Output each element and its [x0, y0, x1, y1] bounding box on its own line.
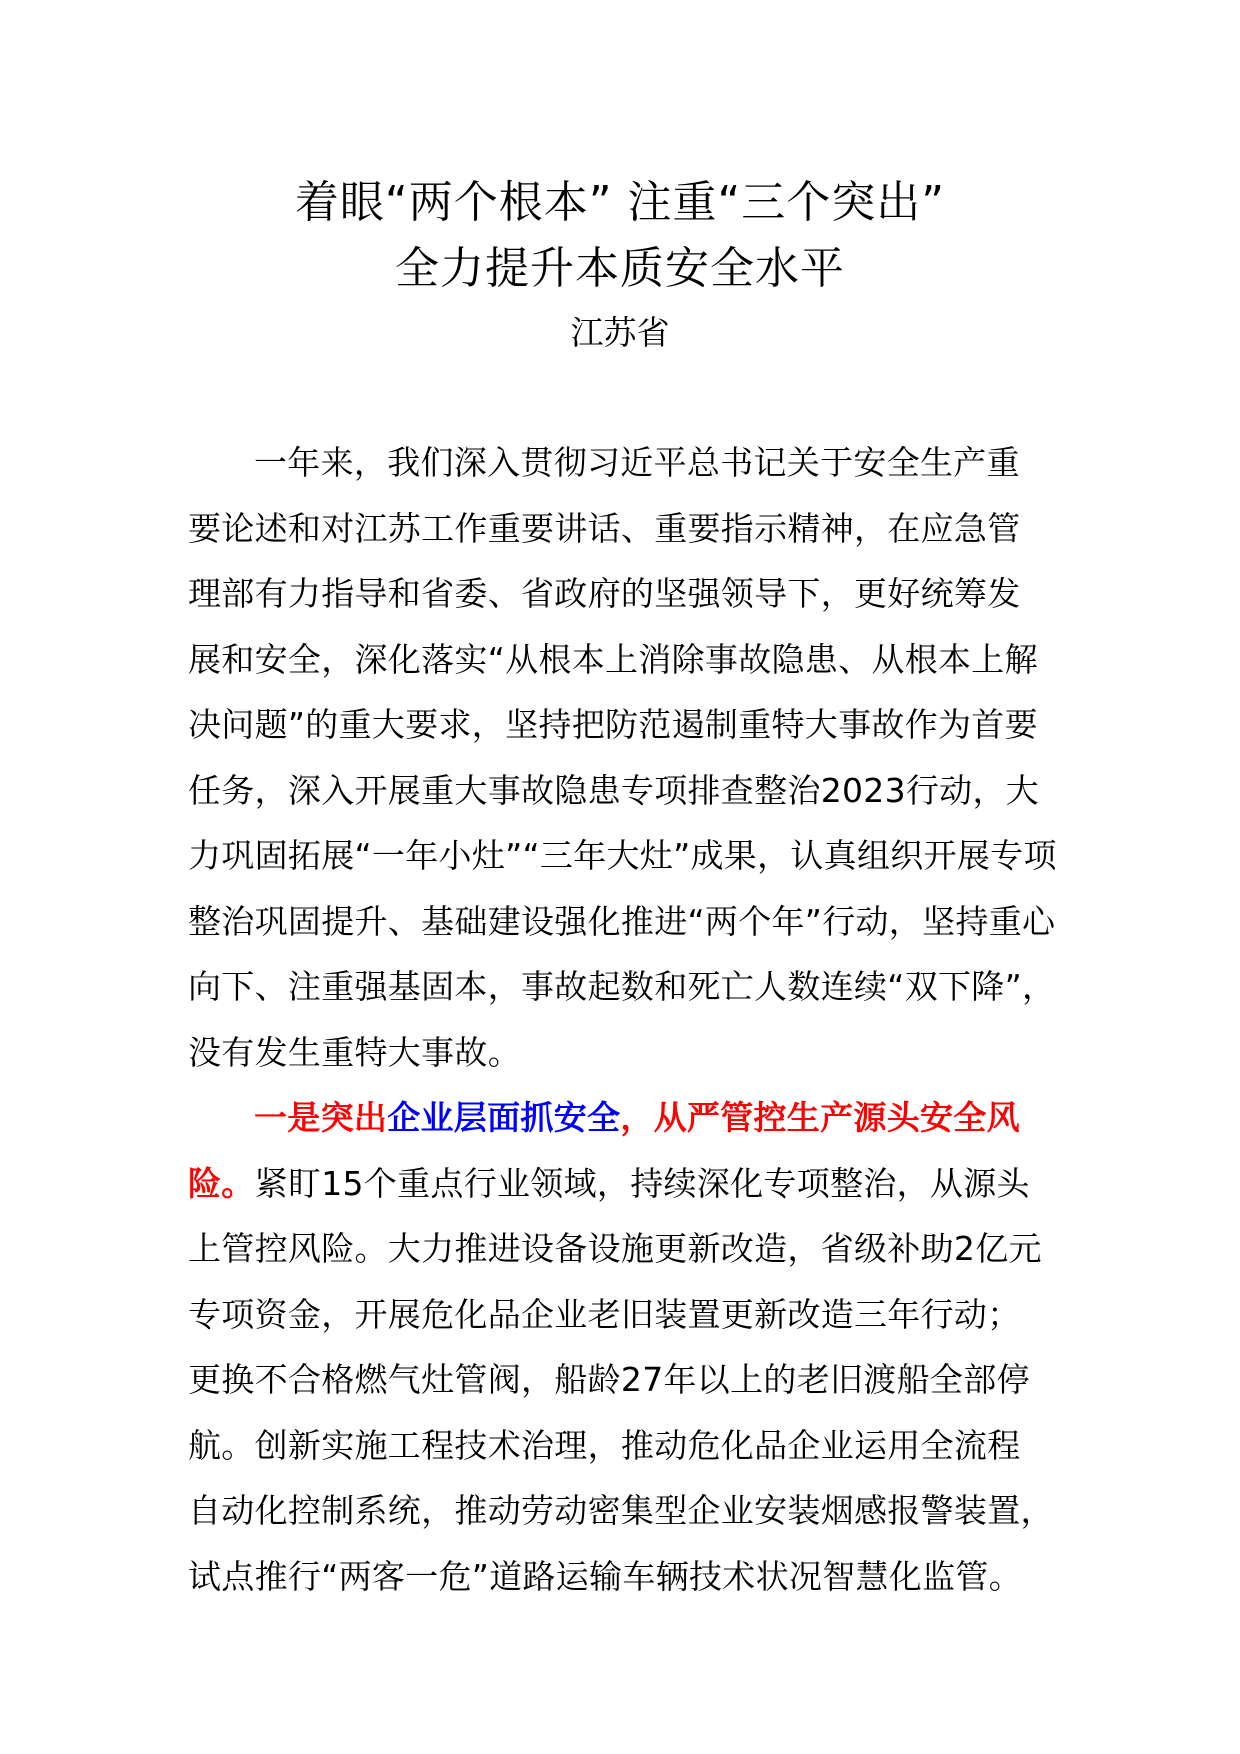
paragraph-line: 要论述和对江苏工作重要讲话、重要指示精神，在应急管	[188, 508, 1021, 548]
paragraph-1	[188, 430, 1058, 1085]
document-body	[188, 430, 1058, 1609]
paragraph-text: 紧盯15个重点行业领域，持续深化专项整治，从源头	[254, 1163, 1030, 1203]
heading-red-text: 一是突出	[254, 1098, 388, 1137]
paragraph-line: 一年来，我们深入贯彻习近平总书记关于安全生产重	[254, 443, 1020, 482]
paragraph-line: 理部有力指导和省委、省政府的坚强领导下，更好统筹发	[188, 574, 1021, 613]
paragraph-line	[188, 1151, 1058, 1217]
paragraph-line: 整治巩固提升、基础建设强化推进“两个年”行动，坚持重心	[188, 901, 1056, 941]
paragraph-line: 专项资金，开展危化品企业老旧装置更新改造三年行动；	[188, 1294, 1021, 1334]
paragraph-line: 任务，深入开展重大事故隐患专项排查整治2023行动，大	[188, 770, 1040, 810]
paragraph-line: 更换不合格燃气灶管阀，船龄27年以上的老旧渡船全部停	[188, 1360, 1030, 1399]
heading-red-text: 险。	[188, 1163, 255, 1203]
paragraph-line: 向下、注重强基固本，事故起数和死亡人数连续“双下降”，	[188, 967, 1056, 1006]
paragraph-2	[188, 1085, 1058, 1609]
heading-blue-text: 企业层面抓安全	[387, 1098, 621, 1137]
title-block	[0, 170, 1240, 358]
paragraph-line: 上管控风险。大力推进设备设施更新改造，省级补助2亿元	[188, 1229, 1042, 1268]
paragraph-line: 试点推行“两客一危”道路运输车辆技术状况智慧化监管。	[188, 1556, 1022, 1596]
paragraph-line: 决问题”的重大要求，坚持把防范遏制重特大事故作为首要	[188, 705, 1038, 744]
document-title-line-1: 着眼“两个根本” 注重“三个突出”	[294, 177, 946, 228]
document-title-line-2: 全力提升本质安全水平	[395, 243, 845, 294]
document-author: 江苏省	[570, 313, 670, 352]
paragraph-line: 展和安全，深化落实“从根本上消除事故隐患、从根本上解	[188, 639, 1038, 679]
heading-red-text: ，从严管控生产源头安全风	[620, 1098, 1020, 1137]
paragraph-line: 航。创新实施工程技术治理，推动危化品企业运用全流程	[188, 1425, 1021, 1465]
paragraph-line: 没有发生重特大事故。	[188, 1032, 521, 1072]
paragraph-heading-line	[188, 1085, 1058, 1151]
paragraph-line: 力巩固拓展“一年小灶”“三年大灶”成果，认真组织开展专项	[188, 836, 1057, 875]
paragraph-line: 自动化控制系统，推动劳动密集型企业安装烟感报警装置，	[188, 1491, 1054, 1530]
